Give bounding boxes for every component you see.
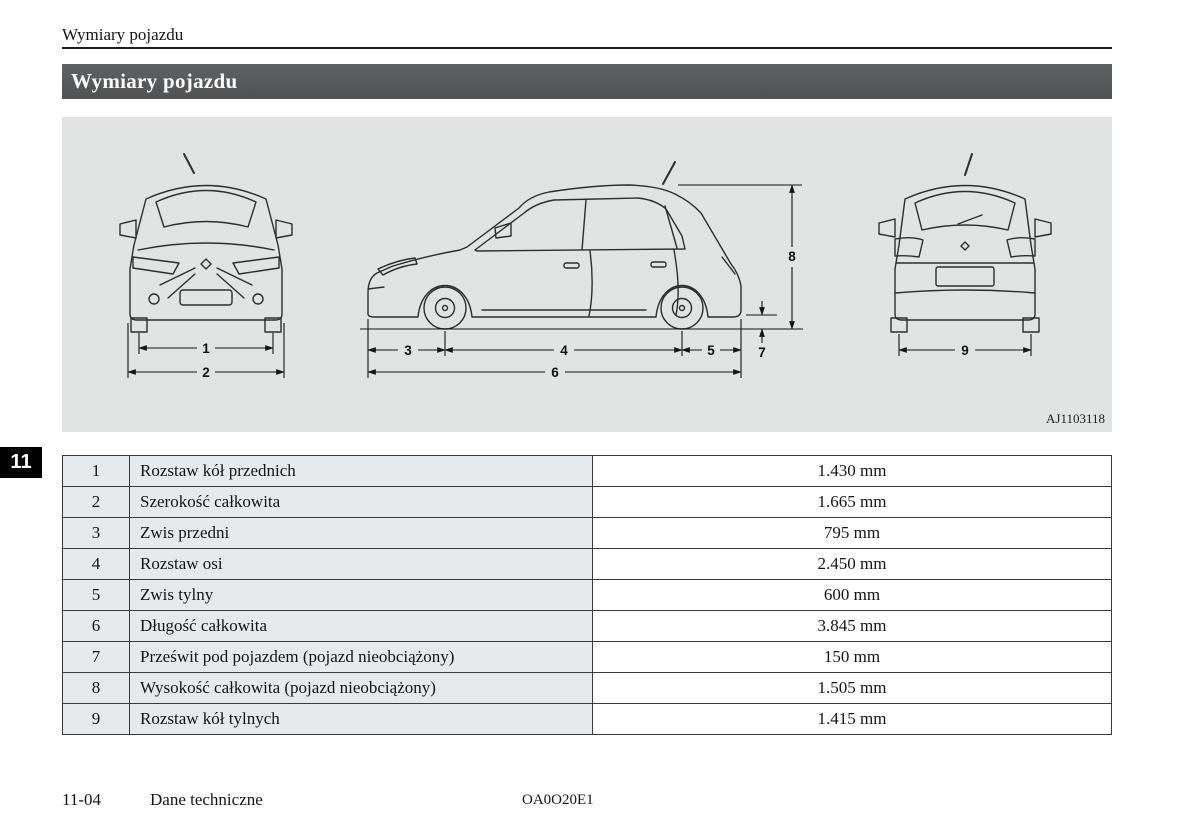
front-foglamp-right — [253, 294, 263, 304]
side-rear-wheel — [661, 287, 703, 329]
dim-value-cell: 795 mm — [593, 518, 1112, 549]
footer-doc-code: OA0O20E1 — [522, 792, 594, 808]
side-door-line-rear — [674, 250, 678, 315]
front-foglamp-left — [149, 294, 159, 304]
dim-label-9: 9 — [961, 343, 969, 358]
dim-number-cell: 6 — [63, 611, 130, 642]
rear-license-plate — [936, 267, 994, 286]
side-antenna-icon — [663, 162, 675, 184]
dimensions-table — [62, 455, 1112, 735]
dim-label-1: 1 — [202, 341, 210, 356]
dim-number-cell: 7 — [63, 642, 130, 673]
table-row — [63, 456, 1112, 487]
dim-number-cell: 1 — [63, 456, 130, 487]
dim-value-cell: 1.665 mm — [593, 487, 1112, 518]
rear-antenna-icon — [965, 154, 972, 175]
dim-label-3: 3 — [404, 343, 412, 358]
car-front-view — [120, 154, 292, 332]
front-windshield — [156, 191, 256, 228]
dim-name-cell: Prześwit pod pojazdem (pojazd nieobciążony) — [130, 642, 593, 673]
front-antenna-icon — [184, 154, 194, 173]
side-door-handle-rear — [651, 262, 666, 267]
footer-section-title: Dane techniczne — [150, 790, 263, 809]
side-front-wheel — [424, 287, 466, 329]
front-headlight-left — [133, 257, 179, 274]
table-row — [63, 642, 1112, 673]
rear-window — [915, 192, 1015, 231]
dim-name-cell: Długość całkowita — [130, 611, 593, 642]
chapter-tab: 11 — [0, 447, 42, 478]
dim-value-cell: 2.450 mm — [593, 549, 1112, 580]
dim-name-cell: Rozstaw kół przednich — [130, 456, 593, 487]
front-emblem — [201, 259, 211, 269]
dimensions-diagram — [62, 117, 1112, 432]
dim-label-8: 8 — [788, 249, 796, 264]
side-door-line-front — [589, 251, 592, 316]
dim-label-2: 2 — [202, 365, 210, 380]
car-rear-view — [879, 154, 1051, 332]
front-mirror-right — [276, 220, 292, 238]
footer-page-number: 11-04 — [62, 790, 102, 809]
dim-label-6: 6 — [551, 365, 559, 380]
side-door-handle-front — [564, 263, 579, 268]
table-row — [63, 611, 1112, 642]
rear-mirror-right — [1035, 219, 1051, 237]
front-headlight-right — [233, 257, 279, 274]
dim-name-cell: Szerokość całkowita — [130, 487, 593, 518]
side-c-pillar — [665, 206, 677, 248]
dim-value-cell: 150 mm — [593, 642, 1112, 673]
dim-number-cell: 4 — [63, 549, 130, 580]
dim-number-cell: 9 — [63, 704, 130, 735]
dim-value-cell: 1.415 mm — [593, 704, 1112, 735]
table-row — [63, 549, 1112, 580]
dim-value-cell: 1.430 mm — [593, 456, 1112, 487]
table-row — [63, 673, 1112, 704]
car-side-view — [368, 162, 741, 329]
dim-value-cell: 600 mm — [593, 580, 1112, 611]
table-row — [63, 580, 1112, 611]
front-body-outline — [130, 186, 282, 321]
side-body-outline — [368, 185, 741, 317]
side-b-pillar — [582, 200, 586, 250]
side-bumper-crease — [368, 287, 384, 289]
rear-mirror-left — [879, 219, 895, 237]
dim-name-cell: Rozstaw kół tylnych — [130, 704, 593, 735]
table-row — [63, 518, 1112, 549]
section-title-bar — [62, 64, 1112, 99]
rear-emblem — [961, 242, 969, 250]
page-title: Wymiary pojazdu — [71, 69, 238, 93]
figure-box — [62, 117, 1112, 432]
dim-number-cell: 3 — [63, 518, 130, 549]
dim-name-cell: Rozstaw osi — [130, 549, 593, 580]
side-dimension-lines — [360, 185, 803, 378]
breadcrumb: Wymiary pojazdu — [62, 25, 184, 44]
dim-number-cell: 8 — [63, 673, 130, 704]
figure-code: AJ1103118 — [1046, 411, 1105, 426]
dim-label-5: 5 — [707, 343, 715, 358]
header-rule — [62, 47, 1112, 49]
front-hood-line — [138, 243, 274, 250]
rear-bumper-line — [895, 290, 1035, 293]
dim-number-cell: 2 — [63, 487, 130, 518]
table-row — [63, 487, 1112, 518]
dim-name-cell: Zwis przedni — [130, 518, 593, 549]
dim-name-cell: Wysokość całkowita (pojazd nieobciążony) — [130, 673, 593, 704]
dim-name-cell: Zwis tylny — [130, 580, 593, 611]
table-row — [63, 704, 1112, 735]
dim-label-7: 7 — [758, 345, 766, 360]
dim-value-cell: 1.505 mm — [593, 673, 1112, 704]
dim-label-4: 4 — [560, 343, 568, 358]
rear-wiper — [958, 215, 982, 224]
front-lower-intake — [180, 290, 232, 305]
dim-value-cell: 3.845 mm — [593, 611, 1112, 642]
dim-number-cell: 5 — [63, 580, 130, 611]
front-mirror-left — [120, 220, 136, 238]
